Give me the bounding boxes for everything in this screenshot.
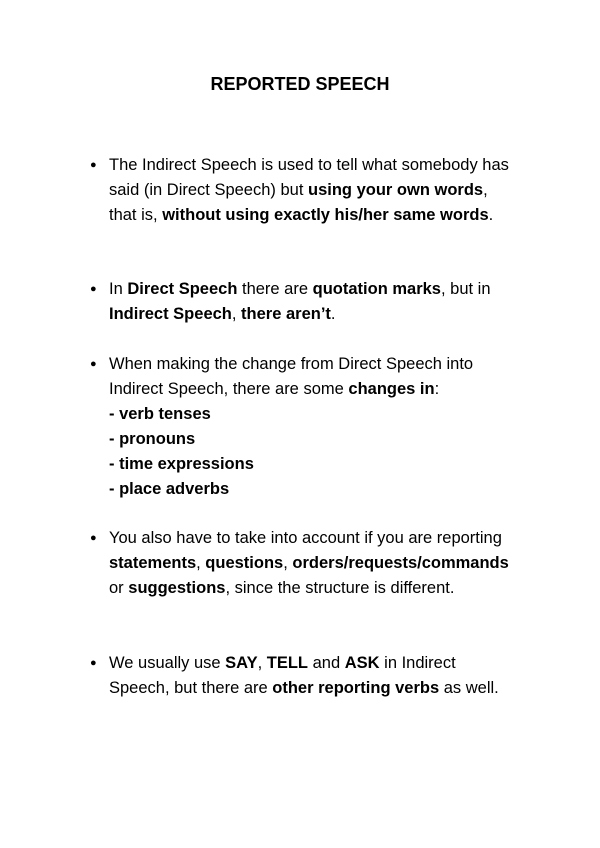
bold-text-run: Direct Speech (127, 280, 238, 298)
text-run: , but in (440, 280, 491, 298)
text-run: You also have to take into account if you are reporting (109, 529, 502, 547)
bold-text-run: other reporting verbs (272, 679, 440, 697)
bullet-text (109, 526, 519, 601)
text-run: . (330, 305, 336, 323)
text-run: , (231, 305, 242, 323)
sub-list-item: - place adverbs (109, 480, 230, 498)
text-run: When making the change from Direct Speech into Indirect Speech, there are some (109, 355, 474, 398)
bold-text-run: SAY (225, 654, 258, 672)
bullet-dot-icon: ● (90, 532, 97, 544)
sub-list-item: - pronouns (109, 430, 196, 448)
bold-text-run: there aren’t (241, 305, 331, 323)
text-run: , (283, 554, 293, 572)
bold-text-run: ASK (344, 654, 380, 672)
text-run: and (308, 654, 345, 672)
page-title: REPORTED SPEECH (210, 74, 390, 94)
bullet-dot-icon: ● (90, 159, 97, 171)
text-run: in Indirect Speech, but there are (109, 654, 456, 697)
text-run: or (109, 579, 129, 597)
text-run: The Indirect Speech is used to tell what somebody has said (in Direct Speech) but (109, 156, 509, 199)
bold-text-run: TELL (266, 654, 309, 672)
bullet-text (109, 651, 519, 701)
bullet-text (109, 153, 519, 228)
bullet-dot-icon: ● (90, 657, 97, 669)
bullet-text (109, 352, 519, 502)
text-run: . (488, 206, 494, 224)
bold-text-run: suggestions (128, 579, 226, 597)
bullet-dot-icon: ● (90, 283, 97, 295)
bold-text-run: without using exactly his/her same words (162, 206, 489, 224)
text-run: In (109, 280, 128, 298)
text-run: , that is, (109, 181, 488, 224)
bullet-text (109, 277, 519, 327)
bold-text-run: Indirect Speech (109, 305, 232, 323)
bold-text-run: quotation marks (312, 280, 441, 298)
bold-text-run: changes in (348, 380, 435, 398)
text-run: : (434, 380, 440, 398)
sub-list-item: - time expressions (109, 455, 254, 473)
bold-text-run: using your own words (308, 181, 484, 199)
text-run: , (196, 554, 206, 572)
text-run: We usually use (109, 654, 226, 672)
bold-text-run: questions (205, 554, 284, 572)
bold-text-run: statements (109, 554, 197, 572)
text-run: there are (237, 280, 313, 298)
bullet-dot-icon: ● (90, 358, 97, 370)
text-run: , (257, 654, 267, 672)
sub-list-item: - verb tenses (109, 405, 211, 423)
text-run: as well. (439, 679, 499, 697)
bold-text-run: orders/requests/commands (292, 554, 509, 572)
text-run: , since the structure is different. (225, 579, 455, 597)
